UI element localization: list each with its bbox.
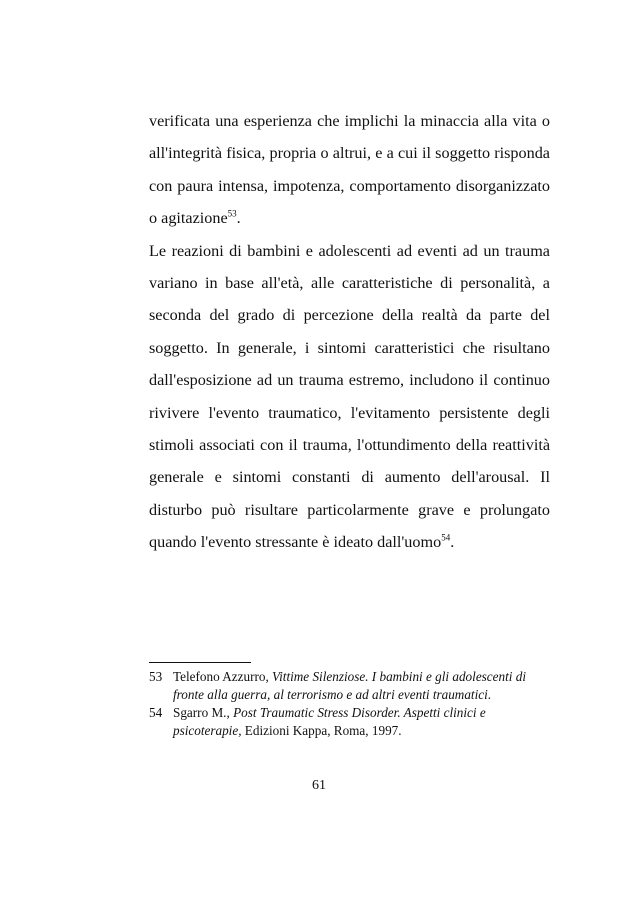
footnote-54 [149, 704, 550, 740]
paragraph-2-text: Le reazioni di bambini e adolescenti ad eventi ad un trauma variano in base all'età, alle caratteristiche di personalità, a seconda del grado di percezione della realtà da parte del soggetto. In generale, i sintomi caratteristici che risultano dall'esposizione ad un trauma estremo, includono il continuo rivivere l'evento traumatico, l'evitamento persistente degli stimoli associati con il trauma, l'ottundimento della reattività generale e sintomi constanti di aumento dell'arousal. Il disturbo può risultare particolarmente grave e prolungato quando l'evento stressante è ideato dall'uomo [149, 241, 550, 552]
footnote-ref-54: 54 [441, 532, 451, 543]
footnote-ref-53: 53 [227, 208, 237, 219]
paragraph-1-text: verificata una esperienza che implichi la minaccia alla vita o all'integrità fisica, propria o altrui, e a cui il soggetto risponda con paura intensa, impotenza, comportamento disorganizzato o agitazione [149, 112, 550, 228]
footnote-separator [149, 662, 251, 663]
paragraph-2-end: . [450, 533, 455, 552]
footnote-rest: . [487, 687, 492, 702]
footnote-rest: Edizioni Kappa, Roma, 1997. [241, 723, 402, 738]
page-number: 61 [312, 778, 326, 793]
footnote-number: 53 [149, 669, 163, 684]
footnote-53 [149, 668, 550, 704]
paragraph-2 [149, 235, 550, 559]
footnote-title: Vittime Silenziose. I bambini e gli adolescenti di fronte alla guerra, al terrorismo e ad altri eventi traumatici [173, 669, 526, 702]
footnote-title: Post Traumatic Stress Disorder. Aspetti clinici e psicoterapie, [173, 705, 486, 738]
main-body-text [149, 105, 550, 559]
paragraph-1-end: . [236, 209, 241, 228]
footnote-author: Sgarro M., [173, 705, 234, 720]
footnote-number: 54 [149, 705, 163, 720]
footnotes [149, 668, 550, 740]
footnote-author: Telefono Azzurro, [173, 669, 273, 684]
paragraph-1 [149, 105, 550, 235]
